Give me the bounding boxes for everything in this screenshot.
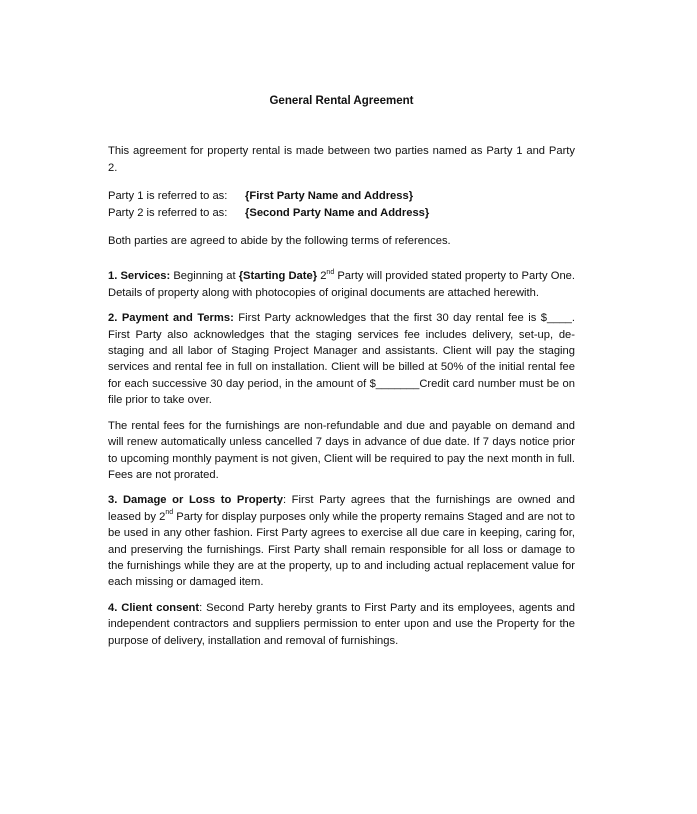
services-text-b: 2 [317, 270, 327, 283]
payment-heading: 2. Payment and Terms: [108, 312, 234, 325]
payment-text: First Party acknowledges that the first 30 day rental fee is $____. First Party also acknowledges that the staging services fee includes delivery, set-up, de-staging and all labor of Staging Project Manager and assistants. Client will pay the staging services and rental fee in full on installation. Client will be billed at 50% of the initial rental fee for each successive 30 day period, in the amount of $_______Credit card number must be on file prior to take over. [108, 312, 576, 407]
consent-section [108, 600, 575, 649]
damage-section [108, 492, 575, 590]
rental-fees-paragraph: The rental fees for the furnishings are non-refundable and due and payable on demand and will renew automatically unless cancelled 7 days in advance of due date. If 7 days notice prior to upcoming monthly payment is not given, Client will be required to pay the next month in full. Fees are not prorated. [108, 419, 575, 481]
damage-superscript: nd [165, 508, 174, 516]
services-section [108, 268, 575, 301]
services-start-date: {Starting Date} [238, 270, 318, 283]
consent-text: : Second Party hereby grants to First Party and its employees, agents and independent contractors and suppliers permission to enter upon and use the Property for the purpose of delivery, installation and removal of furnishings. [108, 601, 575, 647]
services-superscript: nd [326, 268, 335, 276]
party-2-value: {Second Party Name and Address} [245, 206, 430, 219]
document-body [108, 93, 575, 658]
services-heading: 1. Services: [108, 270, 171, 283]
payment-section [108, 310, 575, 408]
party-2-row [108, 205, 575, 221]
document-title: General Rental Agreement [269, 95, 414, 107]
agree-paragraph: Both parties are agreed to abide by the following terms of references. [108, 235, 451, 248]
services-text-c: Party will provided stated property to Party One. Details of property along with photocopies of original documents are attached herewith. [108, 270, 576, 299]
intro-paragraph: This agreement for property rental is made between two parties named as Party 1 and Party 2. [108, 145, 575, 174]
consent-heading: 4. Client consent [108, 601, 200, 614]
party-1-label: Party 1 is referred to as: [108, 190, 228, 203]
damage-heading: 3. Damage or Loss to Property [108, 494, 283, 507]
party-2-label: Party 2 is referred to as: [108, 206, 228, 219]
parties-block [108, 188, 575, 221]
party-1-row [108, 188, 575, 204]
damage-text-b: Party for display purposes only while the property remains Staged and are not to be used in any other fashion. First Party agrees to exercise all due care in keeping, caring for, and preserving the furnishings. First Party shall remain responsible for all loss or damage to the furnishings while they are at the property, up to and including actual replacement value for each missing or damaged item. [108, 510, 575, 589]
damage-text-a: : First Party agrees that the furnishings are owned and leased by 2 [108, 494, 576, 523]
party-1-value: {First Party Name and Address} [245, 190, 414, 203]
services-text-a: Beginning at [170, 270, 239, 283]
